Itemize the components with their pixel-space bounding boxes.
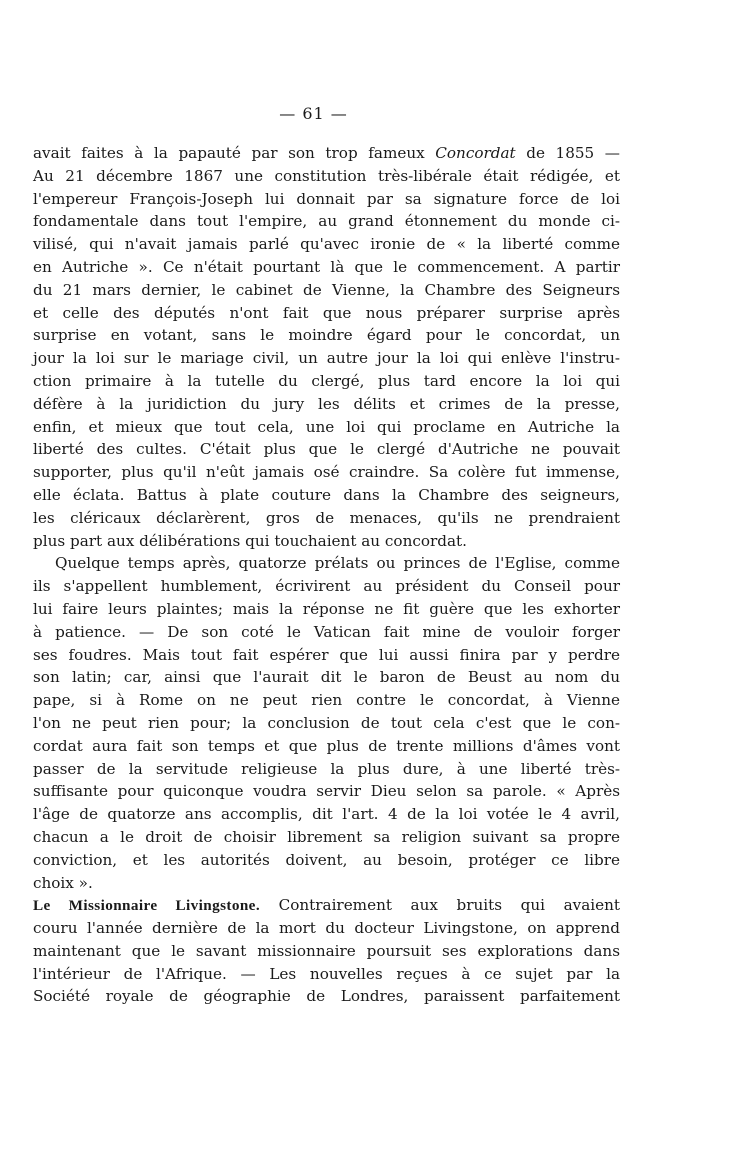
text-line: Quelque temps après, quatorze prélats ou princes de l'Eglise, comme <box>55 554 620 573</box>
text-line: supporter, plus qu'il n'eût jamais osé craindre. Sa colère fut immense, <box>33 463 620 482</box>
section-heading: Le Missionnaire Livingstone. <box>33 897 261 915</box>
text-line: ses foudres. Mais tout fait espérer que lui aussi finira par y perdre <box>33 645 620 664</box>
text-line: passer de la servitude religieuse la plus dure, à une liberté très- <box>33 759 620 778</box>
text-line <box>33 894 620 917</box>
text-line: et celle des députés n'ont fait que nous préparer surprise après <box>33 303 620 322</box>
text-line: son latin; car, ainsi que l'aurait dit le baron de Beust au nom du <box>33 668 620 687</box>
text-run: Contrairement aux bruits qui avaient <box>260 896 620 915</box>
text-line: l'empereur François-Joseph lui donnait par sa signature force de loi <box>33 189 620 208</box>
text-line: ction primaire à la tutelle du clergé, plus tard encore la loi qui <box>33 371 620 390</box>
paragraph-prelats <box>33 552 620 894</box>
text-line: les cléricaux déclarèrent, gros de menaces, qu'ils ne prendraient <box>33 508 620 527</box>
text-line: défère à la juridiction du jury les délits et crimes de la presse, <box>33 394 620 413</box>
text-line: maintenant que le savant missionnaire poursuit ses explorations dans <box>33 941 620 960</box>
text-line: conviction, et les autorités doivent, au besoin, protéger ce libre <box>33 850 620 869</box>
text-line: en Autriche ». Ce n'était pourtant là que le commencement. A partir <box>33 257 620 276</box>
text-line: pape, si à Rome on ne peut rien contre le concordat, à Vienne <box>33 691 620 710</box>
text-line: vilisé, qui n'avait jamais parlé qu'avec ironie de « la liberté comme <box>33 235 620 254</box>
paragraph-livingstone <box>33 894 620 1008</box>
text-line: Société royale de géographie de Londres, paraissent parfaitement <box>33 987 620 1006</box>
text-line: cordat aura fait son temps et que plus de trente millions d'âmes vont <box>33 736 620 755</box>
text-line: du 21 mars dernier, le cabinet de Vienne, la Chambre des Seigneurs <box>33 280 620 299</box>
text-line: couru l'année dernière de la mort du docteur Livingstone, on apprend <box>33 919 620 938</box>
text-line: enfin, et mieux que tout cela, une loi qui proclame en Autriche la <box>33 417 620 436</box>
body-text <box>33 142 620 1008</box>
paragraph-concordat <box>33 142 620 552</box>
italic-term: Concordat <box>435 144 516 162</box>
text-line: elle éclata. Battus à plate couture dans la Chambre des seigneurs, <box>33 485 620 504</box>
text-line: suffisante pour quiconque voudra servir Dieu selon sa parole. « Après <box>33 782 620 801</box>
text-line: choix ». <box>33 873 93 892</box>
page-number: — 61 — <box>279 104 348 123</box>
text-line: à patience. — De son coté le Vatican fait mine de vouloir forger <box>33 622 620 641</box>
text-line: liberté des cultes. C'était plus que le clergé d'Autriche ne pouvait <box>33 440 620 459</box>
text-line: ils s'appellent humblement, écrivirent au président du Conseil pour <box>33 577 620 596</box>
text-line: l'intérieur de l'Afrique. — Les nouvelles reçues à ce sujet par la <box>33 964 620 983</box>
text-line: plus part aux délibérations qui touchaient au concordat. <box>33 531 467 550</box>
text-line: avait faites à la papauté par son trop fameux Concordat de 1855 — <box>33 144 620 162</box>
text-line: l'on ne peut rien pour; la conclusion de tout cela c'est que le con- <box>33 713 620 732</box>
text-line: fondamentale dans tout l'empire, au grand étonnement du monde ci- <box>33 212 620 231</box>
text-line: l'âge de quatorze ans accomplis, dit l'art. 4 de la loi votée le 4 avril, <box>33 805 620 824</box>
text-line: Au 21 décembre 1867 une constitution très-libérale était rédigée, et <box>33 166 620 185</box>
text-line: chacun a le droit de choisir librement sa religion suivant sa propre <box>33 827 620 846</box>
text-line: jour la loi sur le mariage civil, un autre jour la loi qui enlève l'instru- <box>33 349 620 368</box>
text-line: surprise en votant, sans le moindre égard pour le concordat, un <box>33 326 620 345</box>
text-line: lui faire leurs plaintes; mais la réponse ne fit guère que les exhorter <box>33 599 620 618</box>
